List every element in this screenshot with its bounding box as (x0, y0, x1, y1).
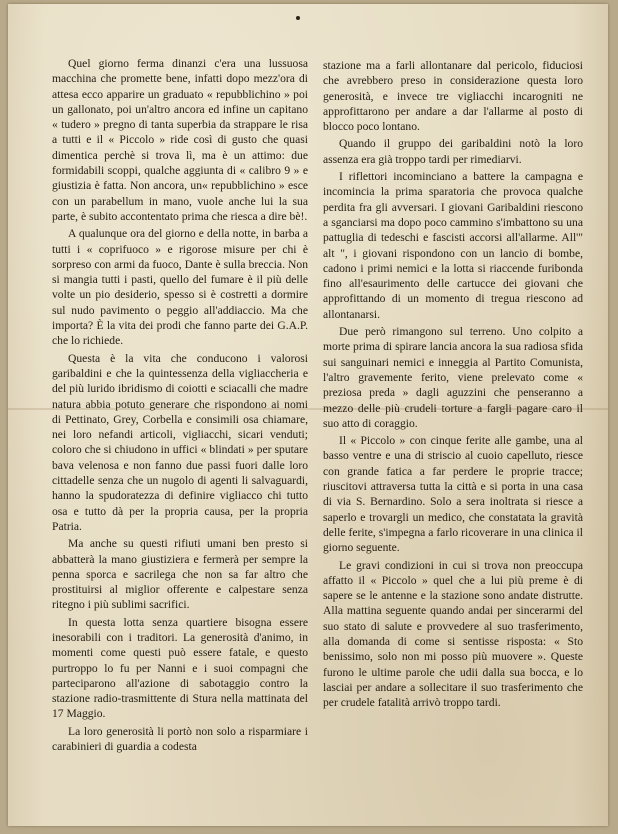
document-page (8, 4, 608, 826)
right-text-column (323, 58, 583, 712)
left-text-column (52, 56, 308, 756)
paragraph: Quel giorno ferma dinanzi c'era una lussuosa macchina che promette bene, infatti dopo mezz'ora di attesa ecco apparire un graduato « repubblichino » poi un gallonato, poi un'altro ancora ed infine un capitano « tudero » pregno di tanta superbia da strappare le risa a tutti e il « Piccolo » ride così di gusto che quasi dimentica perchè si trova lì, ma è un attimo: due formidabili scoppi, qualche aggiunta di « calibro 9 » e giustizia è fatta. Non ancora, un« repubblichino » esce con un parabellum in mano, vuole anche lui la sua parte, è subito accontentato prima che riesca a dire bè!. (52, 57, 308, 223)
paragraph: Ma anche su questi rifiuti umani ben presto si abbatterà la mano giustiziera e fermerà per sempre la penna sporca e sacrilega che non sa far altro che prostituirsi al miglior offerente e calpestare senza ritegno i più sublimi sacrifici. (52, 537, 308, 612)
paragraph: Quando il gruppo dei garibaldini notò la loro assenza era già troppo tardi per rimediarvi. (323, 137, 583, 166)
paragraph: La loro generosità li portò non solo a risparmiare i carabinieri di guardia a codesta (52, 724, 308, 754)
paragraph: Questa è la vita che conducono i valorosi garibaldini e che la quintessenza della vigliaccheria e del più lurido ibridismo di coiotti e sciacalli che madre natura abbia potuto generare che rispondono ai nomi di Pettinato, Grey, Corbella e consimili osa chiamare, nei loro nefandi articoli, vigliacchi, sicari venduti; coloro che si chiudono in uffici « blindati » per sputare bava velenosa e non fanno due passi fuori dalle loro cittadelle senza che un nugolo di agenti li salvaguardi, hanno la spudoratezza di definire vigliacco chi tutto osa e tutto dà per la propria causa, per la propria Patria. (52, 351, 308, 533)
paragraph-continuation: stazione ma a farli allontanare dal pericolo, fiduciosi che avrebbero preso in considerazione questa loro generosità, e invece tre vigliacchi incarogniti ne approfittarono per andare a dar l'allarme al posto di blocco poco lontano. (323, 59, 583, 134)
paragraph: I riflettori incominciano a battere la campagna e incomincia la prima sparatoria che provoca qualche perdita fra gli avversari. I giovani Garibaldini riescono a sganciarsi ma dopo poco cammino s'imbattono su una pattuglia di tedeschi e fascisti accorsi all'allarme. All'" alt ", i giovani rispondono con un lancio di bombe, cadono i primi nemici e la lotta si riaccende furibonda fino all'esaurimento delle cartucce dei giovani che approfittando di un momento di tregua riescono ad allontanarsi. (323, 170, 583, 321)
paragraph: In questa lotta senza quartiere bisogna essere inesorabili con i traditori. La generosità d'animo, in momenti come questi può essere fatale, e questo purtroppo lo fu per Nanni e i suoi compagni che parteciparono all'azione di sabotaggio contro la stazione radio-trasmittente di Stura nella mattinata del 17 Maggio. (52, 615, 308, 721)
paragraph: Il « Piccolo » con cinque ferite alle gambe, una al basso ventre e una di striscio al cuoio capelluto, riesce con grande fatica a far perdere le proprie tracce; riuscitovi attraversa tutta la città e si porta in una casa di via S. Bernardino. Solo a sera inoltrata si riesce a saperlo e trovargli un medico, che constatata la gravità delle ferite, s'impegna a farlo ricoverare in una clinica il giorno seguente. (323, 434, 583, 555)
paragraph: A qualunque ora del giorno e della notte, in barba a tutti i « coprifuoco » e rigorose misure per chi è sorpreso con armi da fuoco, Dante è sulla breccia. Non si mangia tutti i pasti, quello del fumare è il più delle volte un pio desiderio, spesso si è costretti a dormire sul nudo pavimento o peggio all'addiaccio. Ma che importa? È la vita dei prodi che fanno parte dei G.A.P. che lo richiede. (52, 227, 308, 348)
paragraph: Due però rimangono sul terreno. Uno colpito a morte prima di spirare lancia ancora la sua radiosa sfida sui sanguinari nemici e inneggia al Partito Comunista, l'altro gravemente ferito, viene prelevato come « preziosa preda » dagli aguzzini che penseranno a mezzo delle più crudeli torture a fargli pagare caro il suo atto di coraggio. (323, 325, 583, 430)
page-mark-dot (296, 16, 300, 20)
paragraph: Le gravi condizioni in cui si trova non preoccupa affatto il « Piccolo » quel che a lui più preme è di sapere se le antenne e la stazione sono andate distrutte. Alla mattina seguente quando andai per sincerarmi del suo stato di salute e provvedere al suo trasferimento, alla domanda di come si sentisse risposta: « Sto benissimo, solo non mi posso più muovere ». Queste furono le ultime parole che udii dalla sua bocca, e lo lasciai per andare a sollecitare il suo trasferimento che per crudele fatalità arrivò troppo tardi. (323, 558, 583, 710)
